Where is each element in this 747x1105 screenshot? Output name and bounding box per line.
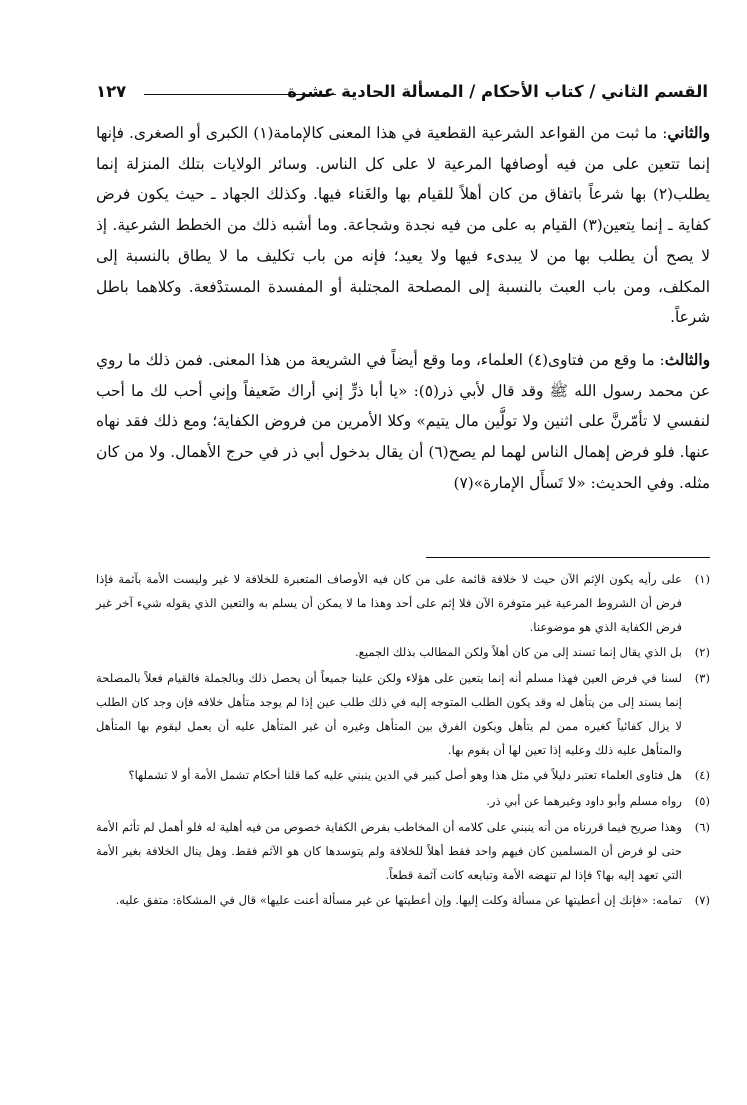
page-number: ١٢٧ (96, 82, 127, 101)
footnote (96, 568, 710, 639)
footnote (96, 790, 710, 814)
paragraph (96, 118, 710, 333)
header-rule (144, 94, 336, 95)
footnote-text: على رأيه يكون الإثم الآن حيث لا خلافة قائمة على من كان فيه الأوصاف المتعبرة للخلافة لا غير وليست الأمة بآثمة فإذا فرض أن الشروط المرعية غير متوفرة الآن فلا إثم على أحد وهذا ما لا يمكن أن يسلم به والتعين الذي يقوله شيء آخر غير فرض الكفاية الذي هو موضوعنا. (96, 572, 682, 634)
main-text (96, 118, 710, 498)
footnote-number: (٣) (694, 671, 710, 686)
footnote (96, 764, 710, 788)
footnote-number: (١) (694, 572, 710, 586)
footnotes (96, 568, 710, 915)
footnote-text: بل الذي يقال إنما تسند إلى من كان أهلاً ولكن المطالب بذلك الجميع. (355, 645, 682, 660)
paragraph (96, 345, 710, 499)
footnote-number: (٢) (694, 645, 710, 660)
footnote-number: (٤) (694, 768, 710, 783)
footnote-number: (٥) (694, 794, 710, 809)
footnote-number: (٦) (694, 819, 710, 834)
footnote-text: تمامه: «فإنك إن أعطيتها عن مسألة وكلت إليها. وإن أعطيتها عن غير مسألة أعنت عليها» قال في المشكاة: متفق عليه. (115, 893, 682, 908)
footnote (96, 816, 710, 887)
paragraph-text: : ما ثبت من القواعد الشرعية القطعية في هذا المعنى كالإمامة(١) الكبرى أو الصغرى. فإنها إنما تتعين على من فيه أوصافها المرعية لا على كل الناس. وسائر الولايات بتلك المنزلة إنما يطلب(٢) بها شرعاً باتفاق من كان أهلاً للقيام بها والغَناء فيها. وكذلك الجهاد ـ حيث يكون فرض كفاية ـ إنما يتعين(٣) القيام به على من فيه نجدة وشجاعة. وما أشبه ذلك من الخطط الشرعية. إذ لا يصح أن يطلب بها من لا يبدىء فيها ولا يعيد؛ فإنه من باب تكليف ما لا يطاق بالنسبة إلى المكلف، ومن باب العبث بالنسبة إلى المصلحة المجتلبة أو المفسدة المستدْفعة. وكلاهما باطل شرعاً. (96, 124, 710, 327)
footnote-text: لسنا في فرض العين فهذا مسلم أنه إنما يتعين على هؤلاء ولكن علينا جميعاً أن يحصل ذلك وبالجملة فالقيام فعلاً بالمصلحة إنما يسند إلى من يتأهل له وقد يكون الطلب المتوجه إليه في ذلك طلب عين إذا لم يوجد متأهل خلافه فإن وجد كان الطلب لا يزال كفائياً كغيره ممن لم يتأهل ويكون الفرق بين المتأهل وغيره أن غير المتأهل عليه أن يعمل ليقوم بها المتأهل والمتأهل عليه ذلك وعليه إذا تعين لها أن يقوم بها. (96, 671, 682, 757)
footnote-text: هل فتاوى العلماء تعتبر دليلاً في مثل هذا وهو أصل كبير في الدين ينبني عليه كما قلنا أحكام تشمل الأمة أو لا تشملها؟ (128, 768, 682, 783)
footnote-text: رواه مسلم وأبو داود وغيرهما عن أبي ذر. (486, 794, 682, 809)
paragraph-text: : ما وقع من فتاوى(٤) العلماء، وما وقع أيضاً في الشريعة من هذا المعنى. فمن ذلك ما روي عن محمد رسول الله ﷺ وقد قال لأبي ذر(٥): «يا أبا ذرٍّ إني أراك ضَعيفاً وإني أحب لك ما أحب لنفسي لا تأمّرنَّ على اثنين ولا تولَّين مال يتيم» وكلا الأمرين من فروض الكفاية؛ ومع ذلك فقد نهاه عنها. فلو فرض إهمال الناس لهما لم يصح(٦) أن يقال بدخول أبي ذر في حرج الأهمال. ولا من كان مثله. وفي الحديث: «لا تَسأَل الإمارة»(٧) (96, 350, 710, 492)
footnote-separator (426, 557, 710, 558)
footnote (96, 889, 710, 913)
footnote-number: (٧) (694, 893, 710, 908)
footnote (96, 667, 710, 762)
footnote-text: وهذا صريح فيما قررناه من أنه ينبني على كلامه أن المخاطب بفرض الكفاية خصوص من فيه أهلية له فلو أهمل لم تأثم الأمة حتى لو فرض أن المسلمين كان فيهم واحد فقط أهلاً للخلافة ولم يتوسدها كان هو الآثم فقط. وهل ينال الخلافة بغير الأمة التي تعهد إليه بها؟ فإذا لم تنهضه الأمة وتبايعه كانت آثمة قطعاً. (96, 819, 682, 882)
running-header-title: القسم الثاني / كتاب الأحكام / المسألة الحادية عشرة (287, 82, 708, 101)
paragraph-lead: والثاني (667, 124, 711, 142)
running-header (96, 80, 708, 110)
paragraph-lead: والثالث (664, 350, 710, 369)
footnote (96, 641, 710, 665)
